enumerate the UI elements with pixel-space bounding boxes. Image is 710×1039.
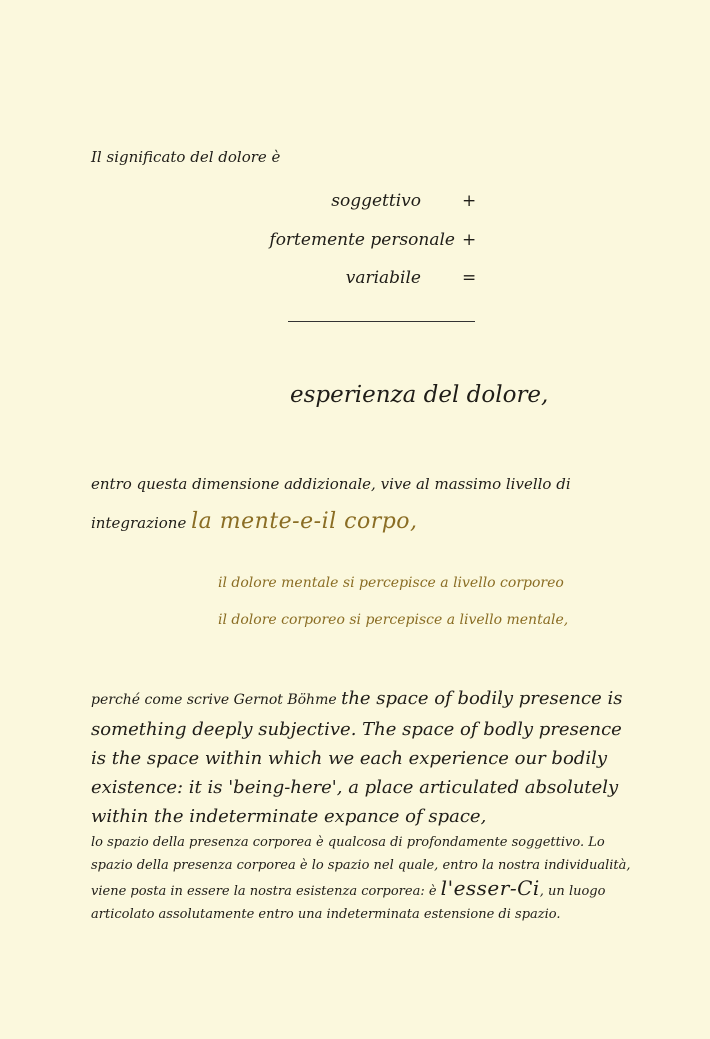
translation-highlight: l'esser-Ci (440, 876, 540, 900)
bohme-paragraph (91, 684, 631, 831)
equation-term-1: soggettivo (331, 191, 421, 211)
bohme-quote: the space of bodily presence is something deeply subjective. The space of bodly presence is the space within which we each experience our bodily existence: it is 'being-here', a place articulated absolutely within the indeterminate expance of space, (91, 688, 623, 827)
perception-line-2: il dolore corporeo si percepisce a livello mentale, (218, 612, 569, 628)
perception-line-1: il dolore mentale si percepisce a livello corporeo (218, 575, 564, 591)
translation-part-2: , un luogo articolato assolutamente entro una indeterminata estensione di spazio. (91, 884, 606, 922)
sum-rule (288, 321, 475, 322)
equation-term-3: variabile (345, 268, 421, 288)
equation-operator-2: + (462, 230, 477, 250)
integration-text: entro questa dimensione addizionale, vive al massimo livello di integrazione (91, 475, 571, 532)
equation-term-2: fortemente personale (269, 230, 455, 250)
result-line: esperienza del dolore, (290, 382, 549, 408)
translation-part-1: lo spazio della presenza corporea è qualcosa di profondamente soggettivo. Lo spazio della presenza corporea è lo spazio nel quale, entro la nostra individualità, viene posta in essere la nostra esistenza corporea: è (91, 835, 631, 899)
equation-operator-3: = (462, 268, 477, 288)
translation-paragraph (91, 832, 636, 926)
integration-paragraph (91, 465, 631, 542)
integration-highlight: la mente-e-il corpo, (191, 509, 418, 534)
equation-operator-1: + (462, 191, 477, 211)
intro-line: Il significato del dolore è (91, 148, 281, 166)
bohme-intro: perché come scrive Gernot Böhme (91, 692, 342, 708)
